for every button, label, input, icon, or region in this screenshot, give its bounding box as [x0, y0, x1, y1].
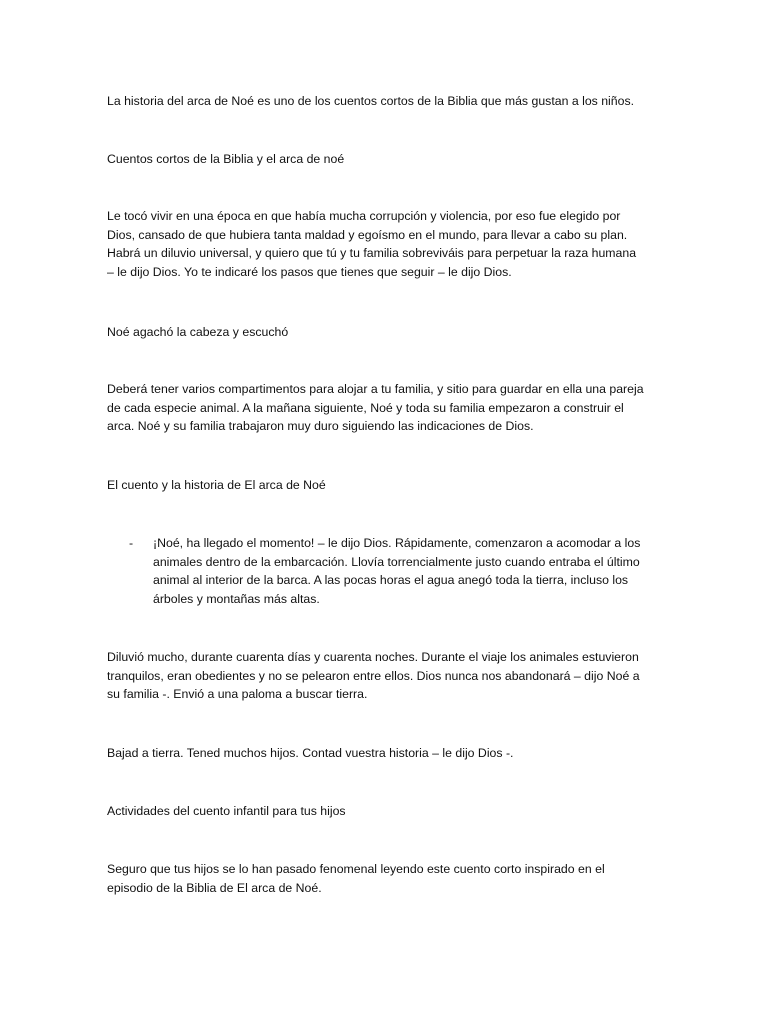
paragraph-bajad-a-tierra — [107, 744, 667, 763]
bullet-text — [153, 534, 673, 608]
text-line: tranquilos, eran obedientes y no se pelearon entre ellos. Dios nunca nos abandonará – dijo Noé a — [107, 668, 640, 683]
section-heading-el-cuento — [107, 476, 667, 495]
text-line: arca. Noé y su familia trabajaron muy duro siguiendo las indicaciones de Dios. — [107, 419, 534, 434]
text-line: su familia -. Envió a una paloma a buscar tierra. — [107, 687, 368, 702]
text-line: Deberá tener varios compartimentos para alojar a tu familia, y sitio para guardar en ella una pareja — [107, 382, 644, 396]
text-line: Le tocó vivir en una época en que había mucha corrupción y violencia, por eso fue elegido por — [107, 209, 621, 223]
text-line: ¡Noé, ha llegado el momento! – le dijo Dios. Rápidamente, comenzaron a acomodar a los — [153, 536, 641, 550]
text-line: Diluvió mucho, durante cuarenta días y cuarenta noches. Durante el viaje los animales estuvieron — [107, 650, 639, 664]
paragraph-noe-escucho — [107, 323, 667, 342]
text-line: árboles y montañas más altas. — [153, 591, 320, 606]
paragraph-compartimentos — [107, 380, 667, 436]
text-line: El cuento y la historia de El arca de Noé — [107, 478, 326, 492]
text-line: animal al interior de la barca. A las pocas horas el agua anegó toda la tierra, incluso los — [153, 573, 629, 588]
paragraph-diluvio-mucho — [107, 648, 667, 704]
section-heading-actividades — [107, 802, 667, 821]
text-line: – le dijo Dios. Yo te indicaré los pasos que tienes que seguir – le dijo Dios. — [107, 264, 512, 279]
section-heading-cuentos-cortos — [107, 150, 667, 169]
bullet-marker: - — [129, 536, 134, 550]
text-line: episodio de la Biblia de El arca de Noé. — [107, 880, 322, 895]
text-line: animales dentro de la embarcación. Llovía torrencialmente justo cuando entraba el último — [153, 554, 640, 569]
paragraph-conclusion — [107, 860, 667, 897]
text-line: Bajad a tierra. Tened muchos hijos. Contad vuestra historia – le dijo Dios -. — [107, 746, 514, 760]
text-line: Habrá un diluvio universal, y quiero que tú y tu familia sobreviváis para perpetuar la raza humana — [107, 246, 637, 261]
intro-paragraph — [107, 92, 667, 111]
text-line: Cuentos cortos de la Biblia y el arca de noé — [107, 152, 345, 166]
paragraph-diluvio — [107, 207, 667, 281]
text-line: de cada especie animal. A la mañana siguiente, Noé y toda su familia empezaron a construir el — [107, 400, 624, 415]
text-line: La historia del arca de Noé es uno de los cuentos cortos de la Biblia que más gustan a los niños. — [107, 94, 635, 108]
text-line: Seguro que tus hijos se lo han pasado fenomenal leyendo este cuento corto inspirado en el — [107, 862, 605, 876]
text-line: Dios, cansado de que hubiera tanta maldad y egoísmo en el mundo, para llevar a cabo su plan. — [107, 227, 628, 242]
text-line: Noé agachó la cabeza y escuchó — [107, 325, 289, 339]
text-line: Actividades del cuento infantil para tus hijos — [107, 804, 346, 818]
